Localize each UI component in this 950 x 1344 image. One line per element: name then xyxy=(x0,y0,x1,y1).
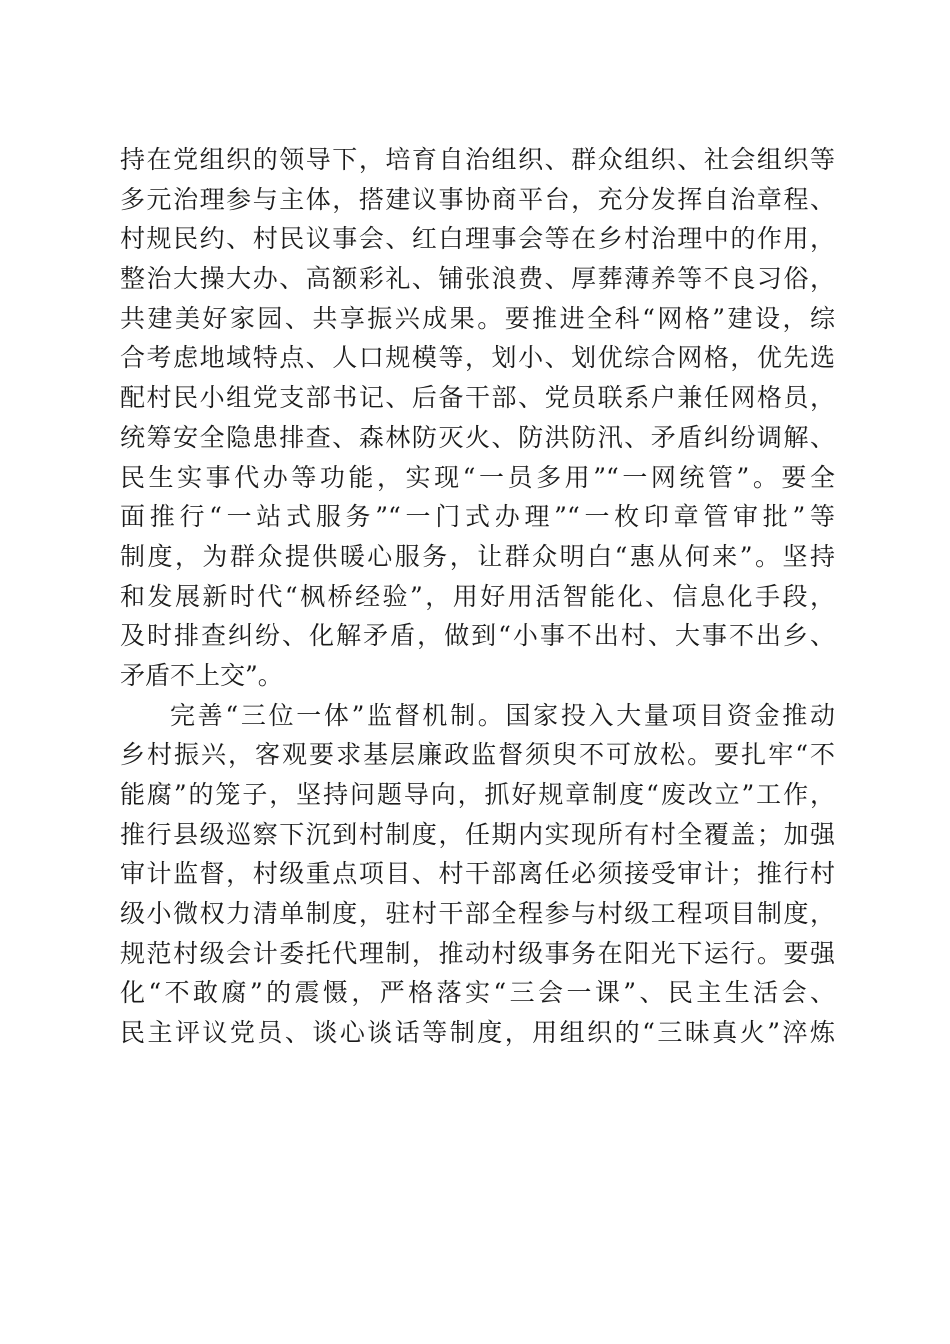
paragraph-line: 推行县级巡察下沉到村制度，任期内实现所有村全覆盖；加强 xyxy=(120,819,835,849)
paragraph-line: 级小微权力清单制度，驻村干部全程参与村级工程项目制度， xyxy=(120,899,835,929)
paragraph-line: 配村民小组党支部书记、后备干部、党员联系户兼任网格员， xyxy=(120,383,835,413)
paragraph-line: 合考虑地域特点、人口规模等，划小、划优综合网格，优先选 xyxy=(120,343,835,373)
paragraph-line: 化“不敢腐”的震慑，严格落实“三会一课”、民主生活会、 xyxy=(120,978,835,1008)
paragraph-line: 完善“三位一体”监督机制。国家投入大量项目资金推动 xyxy=(170,700,835,730)
paragraph-line: 和发展新时代“枫桥经验”，用好用活智能化、信息化手段， xyxy=(120,581,835,611)
paragraph-1 xyxy=(120,140,835,696)
paragraph-line: 乡村振兴，客观要求基层廉政监督须臾不可放松。要扎牢“不 xyxy=(120,740,835,770)
paragraph-line: 持在党组织的领导下，培育自治组织、群众组织、社会组织等 xyxy=(120,145,835,174)
paragraph-line: 能腐”的笼子，坚持问题导向，抓好规章制度“废改立”工作， xyxy=(120,780,835,809)
paragraph-line: 整治大操大办、高额彩礼、铺张浪费、厚葬薄养等不良习俗， xyxy=(120,264,835,294)
paragraph-line: 审计监督，村级重点项目、村干部离任必须接受审计；推行村 xyxy=(120,859,835,889)
paragraph-line: 多元治理参与主体，搭建议事协商平台，充分发挥自治章程、 xyxy=(120,184,835,214)
paragraph-line: 民生实事代办等功能，实现“一员多用”“一网统管”。要全 xyxy=(120,462,835,492)
paragraph-line: 村规民约、村民议事会、红白理事会等在乡村治理中的作用， xyxy=(120,224,835,254)
paragraph-line: 面推行“一站式服务”“一门式办理”“一枚印章管审批”等 xyxy=(120,502,835,532)
paragraph-line: 民主评议党员、谈心谈话等制度，用组织的“三昧真火”淬炼 xyxy=(120,1018,835,1048)
paragraph-line: 统筹安全隐患排查、森林防灭火、防洪防汛、矛盾纠纷调解、 xyxy=(120,422,835,452)
paragraph-line: 及时排查纠纷、化解矛盾，做到“小事不出村、大事不出乡、 xyxy=(120,621,835,651)
paragraph-line: 矛盾不上交”。 xyxy=(120,660,283,690)
paragraph-2 xyxy=(120,696,835,1053)
paragraph-line: 共建美好家园、共享振兴成果。要推进全科“网格”建设，综 xyxy=(120,303,835,333)
body-text xyxy=(120,140,835,1053)
paragraph-line: 规范村级会计委托代理制，推动村级事务在阳光下运行。要强 xyxy=(120,938,835,968)
paragraph-line: 制度，为群众提供暖心服务，让群众明白“惠从何来”。坚持 xyxy=(120,541,835,571)
